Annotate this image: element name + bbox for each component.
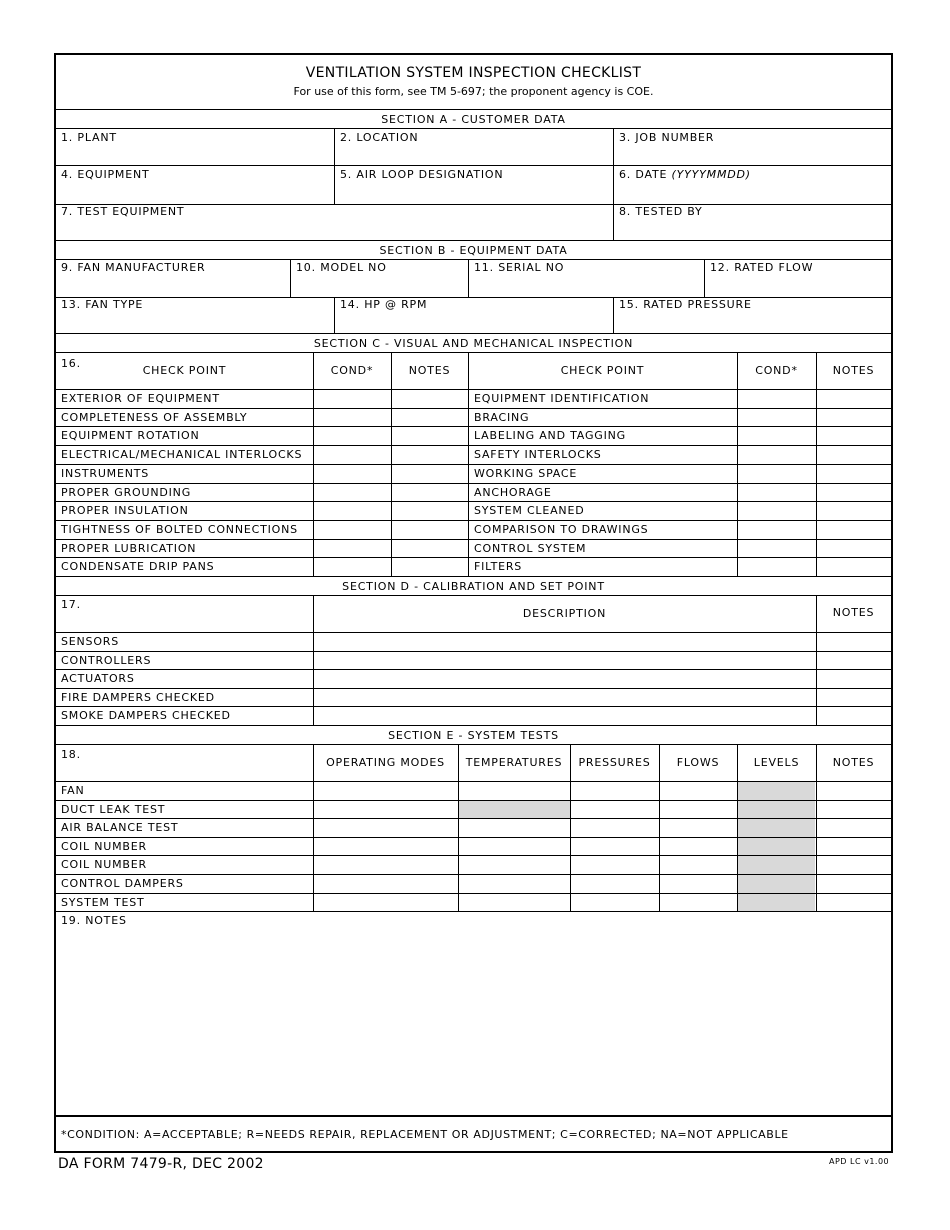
- system-test-column-header: FLOWS: [676, 756, 720, 769]
- calibration-item: ACTUATORS: [61, 672, 135, 686]
- description-cell[interactable]: [314, 707, 815, 724]
- notes-cell-right[interactable]: [817, 558, 890, 575]
- date-label: 6. DATE (YYYYMMDD): [619, 168, 751, 181]
- cond-header-right: COND*: [755, 364, 798, 377]
- cond-cell-left[interactable]: [314, 502, 390, 519]
- system-test-column-header: TEMPERATURES: [465, 756, 563, 769]
- section-e-number: 18.: [61, 748, 81, 761]
- job-number-label: 3. JOB NUMBER: [619, 131, 715, 144]
- system-test-column-header: LEVELS: [753, 756, 800, 769]
- system-test-item: DUCT LEAK TEST: [61, 802, 166, 816]
- cond-cell-right[interactable]: [738, 390, 815, 407]
- cond-cell-right[interactable]: [738, 484, 815, 501]
- check-item-right: CONTROL SYSTEM: [474, 541, 587, 555]
- cond-cell-right[interactable]: [738, 502, 815, 519]
- system-test-item: COIL NUMBER: [61, 858, 147, 872]
- tested-by-label: 8. TESTED BY: [619, 205, 703, 218]
- air-loop-label: 5. AIR LOOP DESIGNATION: [340, 168, 504, 181]
- check-item-left: COMPLETENESS OF ASSEMBLY: [61, 410, 248, 424]
- notes-cell[interactable]: [817, 652, 890, 669]
- hp-rpm-label: 14. HP @ RPM: [340, 298, 428, 311]
- system-test-column-header: OPERATING MODES: [326, 756, 445, 769]
- cond-cell-right[interactable]: [738, 465, 815, 482]
- notes-cell-left[interactable]: [392, 540, 467, 557]
- system-test-column-header: PRESSURES: [578, 756, 651, 769]
- plant-label: 1. PLANT: [61, 131, 117, 144]
- check-item-left: ELECTRICAL/MECHANICAL INTERLOCKS: [61, 448, 303, 462]
- cond-cell-right[interactable]: [738, 446, 815, 463]
- notes-area[interactable]: [56, 927, 891, 1114]
- section-c-title: SECTION C - VISUAL AND MECHANICAL INSPECTION: [313, 337, 634, 350]
- cond-cell-left[interactable]: [314, 446, 390, 463]
- description-header: DESCRIPTION: [522, 607, 607, 620]
- fan-manufacturer-label: 9. FAN MANUFACTURER: [61, 261, 206, 274]
- notes-cell-left[interactable]: [392, 390, 467, 407]
- condition-legend: *CONDITION: A=ACCEPTABLE; R=NEEDS REPAIR, REPLACEMENT OR ADJUSTMENT; C=CORRECTED; NA=NOT APPLICABLE: [61, 1128, 789, 1141]
- system-test-item: AIR BALANCE TEST: [61, 821, 179, 835]
- cond-cell-right[interactable]: [738, 409, 815, 426]
- system-test-column-header: NOTES: [832, 756, 875, 769]
- notes-cell[interactable]: [817, 633, 890, 650]
- row-divider: [56, 893, 891, 894]
- model-no-label: 10. MODEL NO: [296, 261, 387, 274]
- cond-cell-left[interactable]: [314, 540, 390, 557]
- notes-cell-right[interactable]: [817, 427, 890, 444]
- check-item-right: ANCHORAGE: [474, 485, 552, 499]
- row-divider: [56, 800, 891, 801]
- check-item-left: CONDENSATE DRIP PANS: [61, 560, 215, 574]
- notes-header-right: NOTES: [832, 364, 875, 377]
- notes-cell-left[interactable]: [392, 484, 467, 501]
- notes-cell[interactable]: [817, 707, 890, 724]
- check-item-left: EXTERIOR OF EQUIPMENT: [61, 392, 220, 405]
- check-item-left: PROPER LUBRICATION: [61, 541, 197, 555]
- notes-cell-right[interactable]: [817, 521, 890, 538]
- cond-cell-left[interactable]: [314, 465, 390, 482]
- notes-cell-left[interactable]: [392, 409, 467, 426]
- section-d-title: SECTION D - CALIBRATION AND SET POINT: [342, 580, 605, 593]
- check-item-right: FILTERS: [474, 560, 523, 574]
- check-item-left: PROPER INSULATION: [61, 504, 189, 518]
- d-notes-header: NOTES: [832, 606, 875, 619]
- notes-label: 19. NOTES: [61, 914, 127, 927]
- row-divider: [56, 837, 891, 838]
- check-item-right: BRACING: [474, 410, 530, 424]
- description-cell[interactable]: [314, 689, 815, 706]
- check-item-left: TIGHTNESS OF BOLTED CONNECTIONS: [61, 522, 298, 536]
- equipment-label: 4. EQUIPMENT: [61, 168, 150, 181]
- check-item-right: EQUIPMENT IDENTIFICATION: [474, 392, 650, 405]
- inspection-form: [54, 53, 893, 1153]
- notes-cell-left[interactable]: [392, 465, 467, 482]
- check-point-header-left: CHECK POINT: [142, 364, 227, 377]
- rated-flow-label: 12. RATED FLOW: [710, 261, 814, 274]
- notes-cell[interactable]: [817, 689, 890, 706]
- description-cell[interactable]: [314, 652, 815, 669]
- check-item-right: COMPARISON TO DRAWINGS: [474, 522, 649, 536]
- cond-header-left: COND*: [330, 364, 374, 377]
- notes-cell-left[interactable]: [392, 502, 467, 519]
- check-item-right: SAFETY INTERLOCKS: [474, 448, 602, 462]
- calibration-item: FIRE DAMPERS CHECKED: [61, 690, 215, 704]
- cond-cell-right[interactable]: [738, 427, 815, 444]
- calibration-item: CONTROLLERS: [61, 653, 152, 667]
- notes-cell-right[interactable]: [817, 465, 890, 482]
- serial-no-label: 11. SERIAL NO: [474, 261, 565, 274]
- cond-cell-left[interactable]: [314, 390, 390, 407]
- description-cell[interactable]: [314, 670, 815, 687]
- notes-cell-right[interactable]: [817, 390, 890, 407]
- notes-header-left: NOTES: [408, 364, 451, 377]
- check-item-right: WORKING SPACE: [474, 466, 578, 480]
- system-test-item: FAN: [61, 784, 85, 797]
- duct-leak-temperatures-disabled: [459, 800, 570, 818]
- notes-cell-left[interactable]: [392, 521, 467, 538]
- form-version: APD LC v1.00: [829, 1157, 890, 1166]
- check-item-left: EQUIPMENT ROTATION: [61, 429, 200, 443]
- notes-cell-right[interactable]: [817, 446, 890, 463]
- notes-cell-left[interactable]: [392, 446, 467, 463]
- cond-cell-left[interactable]: [314, 558, 390, 575]
- cond-cell-left[interactable]: [314, 427, 390, 444]
- notes-cell[interactable]: [817, 670, 890, 687]
- test-equipment-label: 7. TEST EQUIPMENT: [61, 205, 185, 218]
- notes-cell-right[interactable]: [817, 540, 890, 557]
- check-point-header-right: CHECK POINT: [560, 364, 645, 377]
- notes-cell-left[interactable]: [392, 427, 467, 444]
- row-divider: [56, 874, 891, 875]
- check-item-right: LABELING AND TAGGING: [474, 429, 626, 443]
- section-a-title: SECTION A - CUSTOMER DATA: [381, 113, 566, 126]
- rated-pressure-label: 15. RATED PRESSURE: [619, 298, 752, 311]
- section-d-number: 17.: [61, 598, 81, 611]
- system-test-item: SYSTEM TEST: [61, 895, 145, 909]
- notes-cell-right[interactable]: [817, 502, 890, 519]
- section-b-title: SECTION B - EQUIPMENT DATA: [379, 244, 568, 257]
- form-id: DA FORM 7479-R, DEC 2002: [58, 1156, 264, 1172]
- row-divider: [56, 855, 891, 856]
- section-e-title: SECTION E - SYSTEM TESTS: [388, 729, 559, 742]
- description-cell[interactable]: [314, 633, 815, 650]
- notes-cell-right[interactable]: [817, 409, 890, 426]
- cond-cell-left[interactable]: [314, 521, 390, 538]
- cond-cell-right[interactable]: [738, 558, 815, 575]
- calibration-item: SENSORS: [61, 635, 120, 648]
- row-divider: [56, 818, 891, 819]
- notes-cell-left[interactable]: [392, 558, 467, 575]
- check-item-left: INSTRUMENTS: [61, 466, 150, 480]
- calibration-item: SMOKE DAMPERS CHECKED: [61, 709, 231, 723]
- fan-type-label: 13. FAN TYPE: [61, 298, 144, 311]
- form-subtitle: For use of this form, see TM 5-697; the proponent agency is COE.: [293, 85, 654, 98]
- notes-cell-right[interactable]: [817, 484, 890, 501]
- system-test-item: CONTROL DAMPERS: [61, 877, 184, 890]
- check-item-left: PROPER GROUNDING: [61, 485, 192, 499]
- section-c-number: 16.: [61, 357, 81, 370]
- form-title: VENTILATION SYSTEM INSPECTION CHECKLIST: [305, 65, 642, 81]
- location-label: 2. LOCATION: [340, 131, 419, 144]
- cond-cell-left[interactable]: [314, 484, 390, 501]
- check-item-right: SYSTEM CLEANED: [474, 504, 585, 518]
- system-test-item: COIL NUMBER: [61, 839, 147, 853]
- cond-cell-left[interactable]: [314, 409, 390, 426]
- cond-cell-right[interactable]: [738, 540, 815, 557]
- cond-cell-right[interactable]: [738, 521, 815, 538]
